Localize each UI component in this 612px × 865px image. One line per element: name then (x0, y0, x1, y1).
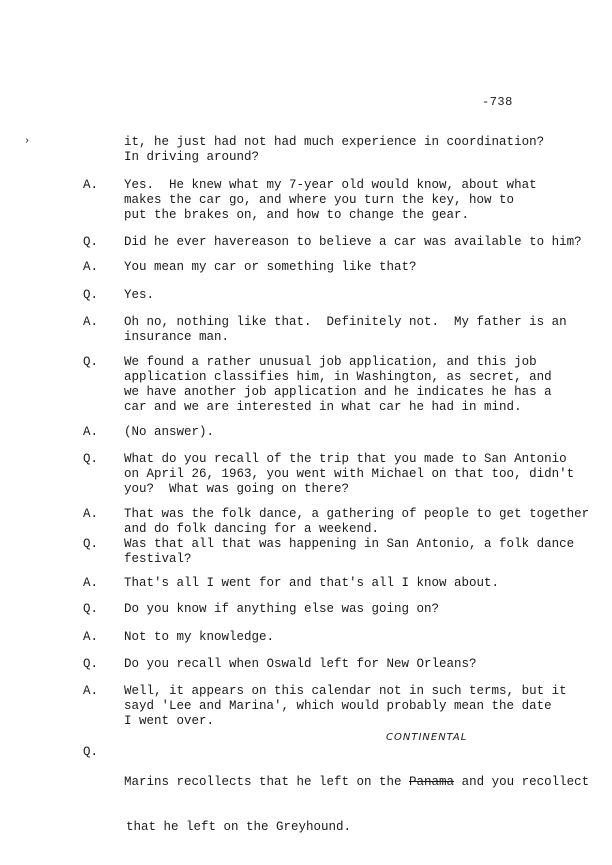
transcript-line: Do you know if anything else was going on? (124, 602, 440, 616)
transcript-line: That's all I went for and that's all I know about. (124, 576, 500, 590)
speaker-label: A. (83, 576, 99, 590)
transcript-line: on April 26, 1963, you went with Michael on that too, didn't (124, 467, 575, 481)
transcript-text (124, 425, 594, 440)
transcript-line: application classifies him, in Washington, as secret, and (124, 370, 552, 384)
transcript-text (124, 315, 594, 345)
transcript-line: Was that all that was happening in San Antonio, a folk dance (124, 537, 575, 551)
transcript-line: Do you recall when Oswald left for New Orleans? (124, 657, 477, 671)
transcript-line: we have another job application and he indicates he has a (124, 385, 552, 399)
transcript-line: What do you recall of the trip that you made to San Antonio (124, 452, 567, 466)
speaker-label: A. (83, 684, 99, 698)
transcript-text (124, 452, 594, 497)
speaker-label: Q. (83, 657, 99, 671)
transcript-line: Not to my knowledge. (124, 630, 275, 644)
transcript-text (124, 630, 594, 645)
transcript-text (124, 576, 594, 591)
transcript-line: Yes. He knew what my 7-year old would know, about what (124, 178, 537, 192)
transcript-line: festival? (124, 552, 192, 566)
speaker-label: A. (83, 425, 99, 439)
transcript-text (124, 260, 594, 275)
speaker-label: A. (83, 178, 99, 192)
transcript-text (124, 537, 594, 567)
handwritten-correction: CONTINENTAL (386, 732, 468, 743)
transcript-text (124, 235, 594, 250)
transcript-line: you? What was going on there? (124, 482, 350, 496)
transcript-line: Yes. (124, 288, 155, 302)
transcript-line: Oh no, nothing like that. Definitely not. My father is an (124, 315, 567, 329)
transcript-text (124, 355, 594, 415)
transcript-line: I went over. (124, 714, 215, 728)
transcript-text (124, 178, 594, 223)
transcript-line: and do folk dancing for a weekend. (124, 522, 380, 536)
speaker-label: Q. (83, 288, 99, 302)
transcript-line: makes the car go, and where you turn the key, how to (124, 193, 515, 207)
transcript-text (124, 602, 594, 617)
transcript-line: sayd 'Lee and Marina', which would probably mean the date (124, 699, 552, 713)
speaker-label: A. (83, 507, 99, 521)
transcript-line: In driving around? (124, 150, 260, 164)
transcript-line: it, he just had not had much experience in coordination? (124, 135, 545, 149)
transcript-text (124, 135, 594, 165)
transcript-line: You mean my car or something like that? (124, 260, 417, 274)
speaker-label: A. (83, 630, 99, 644)
struck-word: Panama (409, 775, 455, 789)
transcript-line: that he left on the Greyhound. (126, 820, 352, 834)
transcript-text (124, 745, 594, 865)
transcript-text (124, 684, 594, 729)
margin-mark: › (24, 136, 31, 147)
speaker-label: Q. (83, 355, 99, 369)
transcript-line: Did he ever havereason to believe a car was available to him? (124, 235, 582, 249)
page-number: -738 (482, 95, 513, 109)
transcript-line: car and we are interested in what car he had in mind. (124, 400, 522, 414)
speaker-label: Q. (83, 602, 99, 616)
speaker-label: Q. (83, 452, 99, 466)
speaker-label: Q. (83, 235, 99, 249)
transcript-line: We found a rather unusual job application, and this job (124, 355, 537, 369)
transcript-line: put the brakes on, and how to change the gear. (124, 208, 470, 222)
speaker-label: A. (83, 315, 99, 329)
transcript-line: Well, it appears on this calendar not in such terms, but it (124, 684, 567, 698)
transcript-text (124, 657, 594, 672)
speaker-label: Q. (83, 537, 99, 551)
speaker-label: Q. (83, 745, 99, 759)
transcript-line: (No answer). (124, 425, 215, 439)
transcript-text (124, 288, 594, 303)
transcript-text (124, 507, 594, 537)
transcript-line: insurance man. (124, 330, 230, 344)
transcript-line: Marins recollects that he left on the Panama and you recollect (124, 775, 590, 789)
speaker-label: A. (83, 260, 99, 274)
transcript-line: That was the folk dance, a gathering of people to get together (124, 507, 590, 521)
